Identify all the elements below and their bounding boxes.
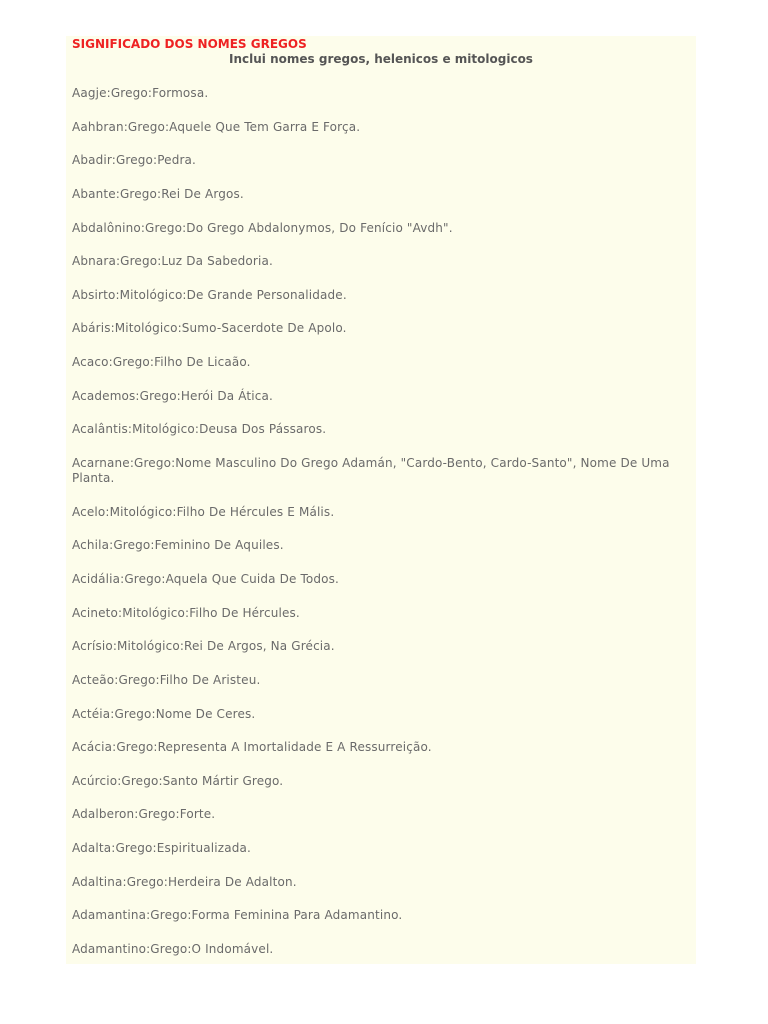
name-entry: Academos:Grego:Herói Da Ática.: [72, 388, 273, 403]
name-entries-list: [72, 86, 698, 976]
document-subtitle: Inclui nomes gregos, helenicos e mitologicos: [229, 52, 533, 66]
name-entry: Abáris:Mitológico:Sumo-Sacerdote De Apolo.: [72, 321, 347, 336]
name-entry: Acteão:Grego:Filho De Aristeu.: [72, 672, 261, 687]
name-entry: Adalberon:Grego:Forte.: [72, 807, 216, 822]
name-entry: Abadir:Grego:Pedra.: [72, 153, 197, 168]
name-entry: Acineto:Mitológico:Filho De Hércules.: [72, 605, 300, 620]
name-entry: Acidália:Grego:Aquela Que Cuida De Todos.: [72, 571, 340, 586]
name-entry: Acúrcio:Grego:Santo Mártir Grego.: [72, 773, 284, 788]
name-entry: Acalântis:Mitológico:Deusa Dos Pássaros.: [72, 422, 327, 437]
name-entry: Adaltina:Grego:Herdeira De Adalton.: [72, 874, 297, 889]
name-entry: Acarnane:Grego:Nome Masculino Do Grego Adamán, "Cardo-Bento, Cardo-Santo", Nome De Uma Planta.: [72, 456, 670, 486]
name-entry: Adalta:Grego:Espiritualizada.: [72, 841, 251, 856]
document-page: [66, 36, 696, 964]
name-entry: Adamantino:Grego:O Indomável.: [72, 942, 274, 957]
name-entry: Abnara:Grego:Luz Da Sabedoria.: [72, 254, 273, 269]
name-entry: Achila:Grego:Feminino De Aquiles.: [72, 538, 284, 553]
document-title: SIGNIFICADO DOS NOMES GREGOS: [72, 37, 307, 51]
name-entry: Absirto:Mitológico:De Grande Personalidade.: [72, 287, 347, 302]
name-entry: Aahbran:Grego:Aquele Que Tem Garra E Força.: [72, 119, 361, 134]
name-entry: Aagje:Grego:Formosa.: [72, 86, 209, 100]
name-entry: Acrísio:Mitológico:Rei De Argos, Na Grécia.: [72, 639, 335, 654]
name-entry: Acelo:Mitológico:Filho De Hércules E Mális.: [72, 504, 335, 519]
name-entry: Abante:Grego:Rei De Argos.: [72, 186, 244, 201]
name-entry: Acaco:Grego:Filho De Licaão.: [72, 355, 251, 370]
name-entry: Adamantina:Grego:Forma Feminina Para Adamantino.: [72, 908, 403, 923]
name-entry: Acácia:Grego:Representa A Imortalidade E A Ressurreição.: [72, 740, 432, 755]
name-entry: Abdalônino:Grego:Do Grego Abdalonymos, Do Fenício "Avdh".: [72, 220, 453, 235]
name-entry: Actéia:Grego:Nome De Ceres.: [72, 706, 256, 721]
